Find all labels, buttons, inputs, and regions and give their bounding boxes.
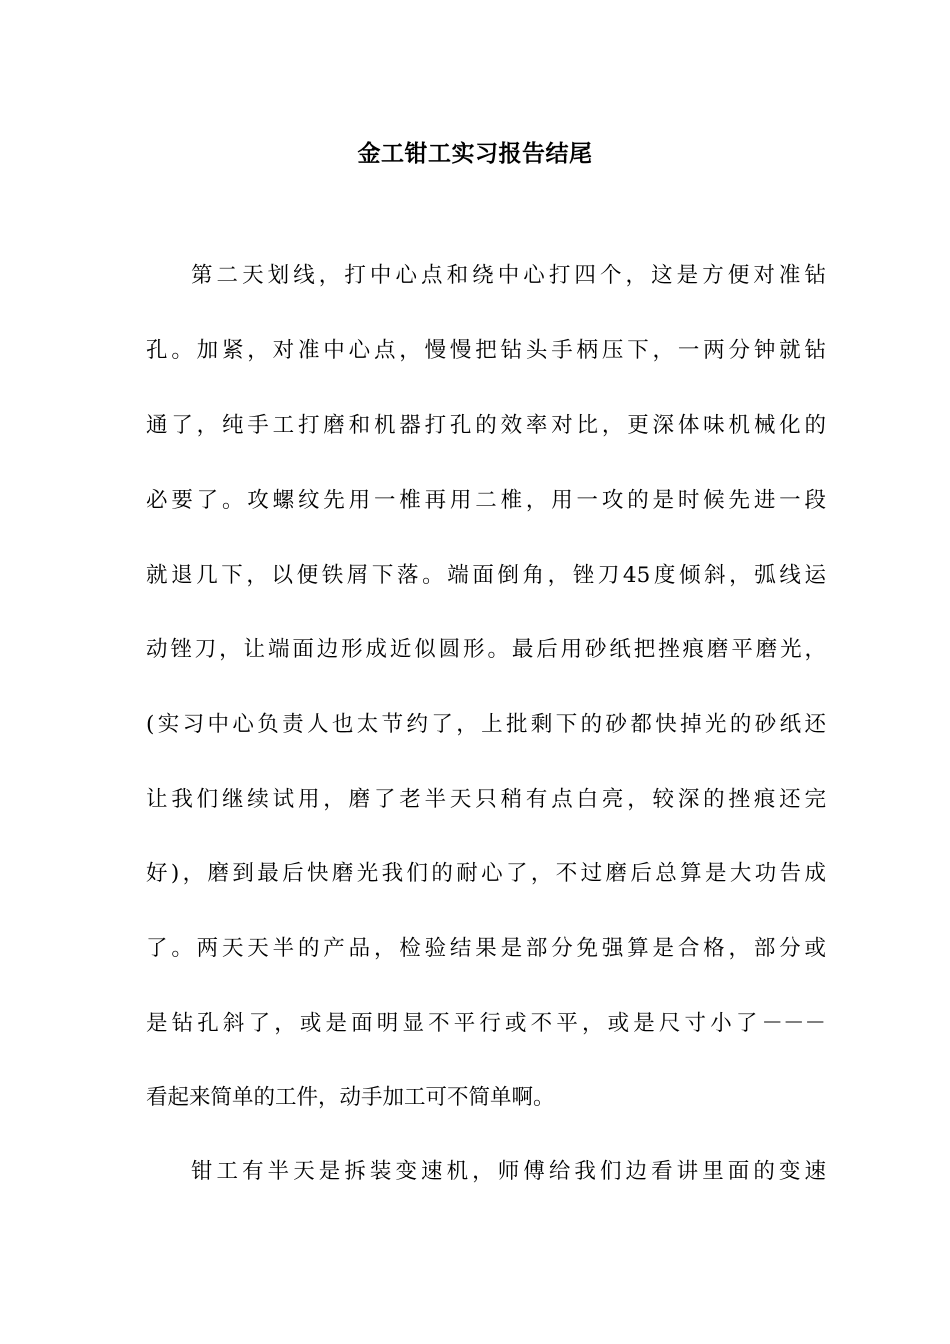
paragraph-1-line-4: 必要了。攻螺纹先用一椎再用二椎，用一攻的是时候先进一段 bbox=[146, 488, 826, 513]
paragraph-1-line-12: 看起来简单的工件，动手加工可不简单啊。 bbox=[146, 1085, 555, 1110]
paragraph-2-line-1: 钳工有半天是拆装变速机，师傅给我们边看讲里面的变速 bbox=[191, 1159, 826, 1184]
paragraph-1-line-7: (实习中心负责人也太节约了，上批剩下的砂都快掉光的砂纸还 bbox=[146, 712, 826, 737]
paragraph-1-line-9: 好)，磨到最后快磨光我们的耐心了，不过磨后总算是大功告成 bbox=[146, 861, 826, 886]
paragraph-1-line-1: 第二天划线，打中心点和绕中心打四个，这是方便对准钻 bbox=[191, 263, 826, 288]
paragraph-1-line-2: 孔。加紧，对准中心点，慢慢把钻头手柄压下，一两分钟就钻 bbox=[146, 338, 826, 363]
paragraph-1-line-6: 动锉刀，让端面边形成近似圆形。最后用砂纸把挫痕磨平磨光， bbox=[146, 637, 826, 662]
document-title: 金工钳工实习报告结尾 bbox=[357, 140, 593, 167]
paragraph-1-line-3: 通了，纯手工打磨和机器打孔的效率对比，更深体味机械化的 bbox=[146, 413, 826, 438]
paragraph-1-line-11: 是钻孔斜了，或是面明显不平行或不平，或是尺寸小了－－－ bbox=[146, 1011, 826, 1036]
paragraph-1-line-8: 让我们继续试用，磨了老半天只稍有点白亮，较深的挫痕还完 bbox=[146, 787, 826, 812]
paragraph-1-line-10: 了。两天天半的产品，检验结果是部分免强算是合格，部分或 bbox=[146, 936, 826, 961]
paragraph-1-line-5: 就退几下，以便铁屑下落。端面倒角，锉刀45度倾斜，弧线运 bbox=[146, 563, 826, 588]
